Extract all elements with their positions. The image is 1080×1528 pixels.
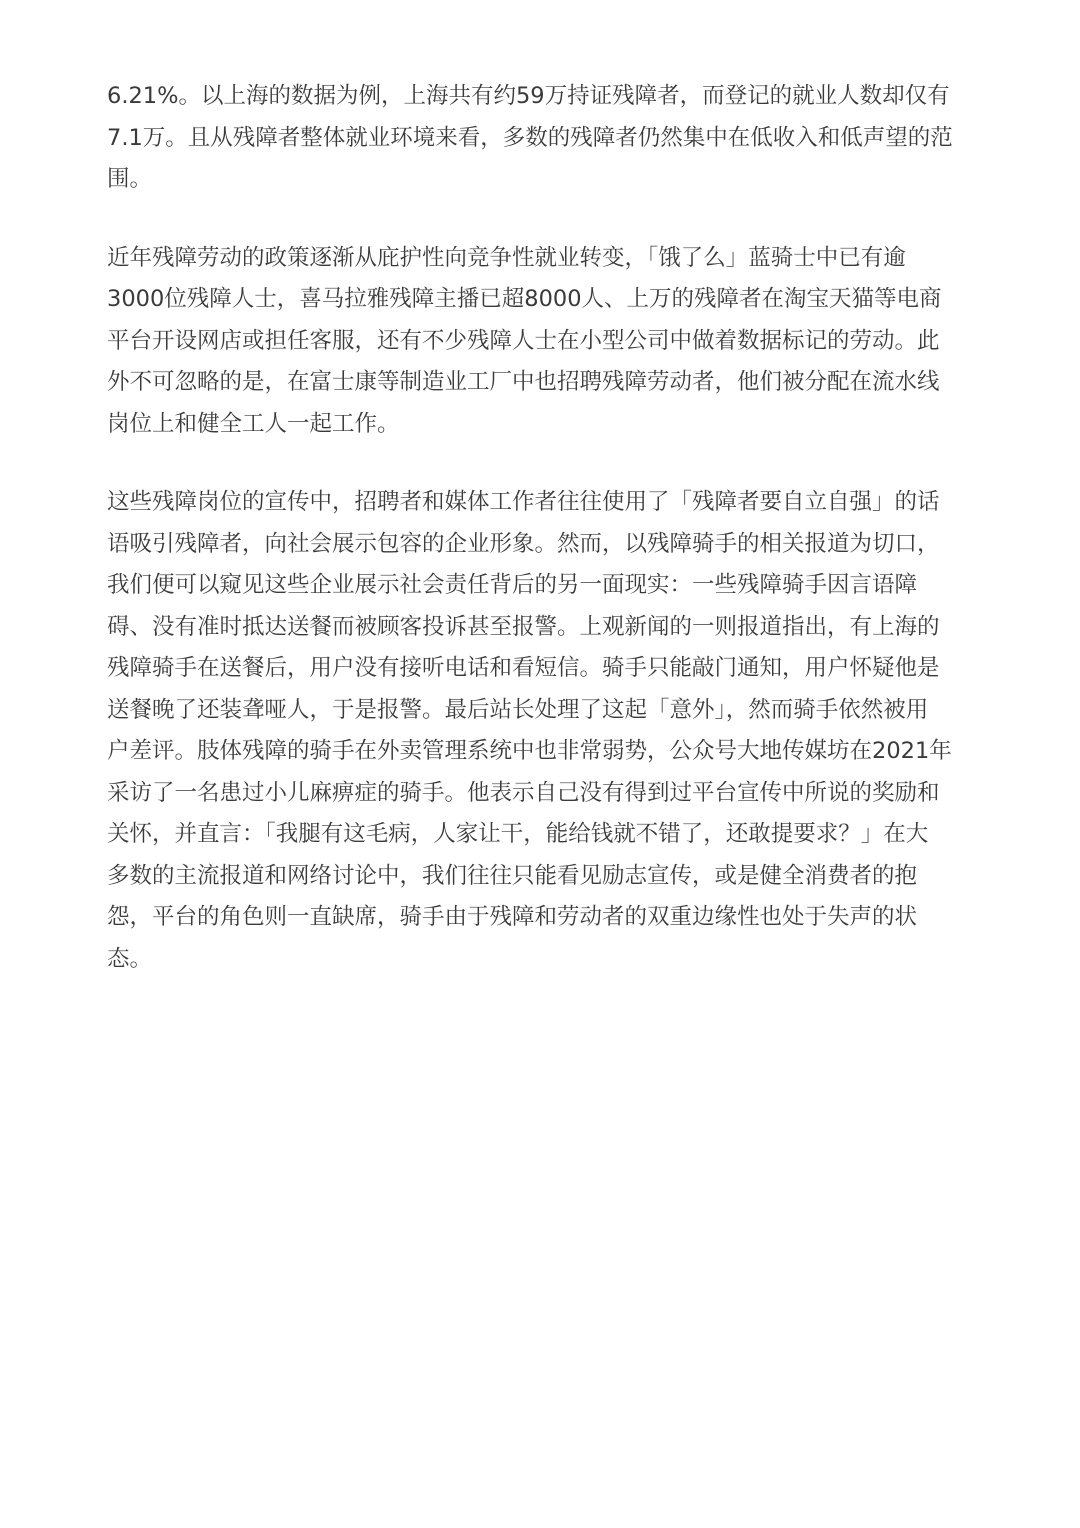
text-line: 岗位上和健全工人一起工作。	[107, 410, 400, 437]
text-line: 怨，平台的角色则一直缺席，骑手由于残障和劳动者的双重边缘性也处于失声的状	[107, 904, 918, 930]
paragraph-3	[107, 482, 987, 980]
article-body	[107, 76, 987, 1017]
text-line: 送餐晚了还装聋哑人，于是报警。最后站长处理了这起「意外」，然而骑手依然被用	[107, 696, 929, 723]
text-line: 多数的主流报道和网络讨论中，我们往往只能看见励志宣传，或是健全消费者的抱	[107, 862, 918, 889]
paragraph-2	[107, 238, 987, 446]
text-line: 近年残障劳动的政策逐渐从庇护性向竞争性就业转变，「饿了么」蓝骑士中已有逾	[107, 244, 906, 271]
text-line: 采访了一名患过小儿麻痹症的骑手。他表示自己没有得到过平台宣传中所说的奖励和	[107, 779, 940, 806]
text-line: 3000位残障人士，喜马拉雅残障主播已超8000人、上万的残障者在淘宝天猫等电商	[107, 286, 942, 312]
text-line: 7.1万。且从残障者整体就业环境来看，多数的残障者仍然集中在低收入和低声望的范	[107, 124, 953, 151]
text-line: 态。	[107, 945, 153, 972]
text-line: 户差评。肢体残障的骑手在外卖管理系统中也非常弱势，公众号大地传媒坊在2021年	[107, 738, 952, 764]
text-line: 6.21%。以上海的数据为例，上海共有约59万持证残障者，而登记的就业人数却仅有	[107, 83, 950, 109]
text-line: 语吸引残障者，向社会展示包容的企业形象。然而，以残障骑手的相关报道为切口，	[107, 530, 940, 557]
text-line: 外不可忽略的是，在富士康等制造业工厂中也招聘残障劳动者，他们被分配在流水线	[107, 369, 940, 395]
text-line: 关怀，并直言：「我腿有这毛病，人家让干，能给钱就不错了，还敢提要求？」在大	[107, 821, 929, 847]
text-line: 围。	[107, 166, 153, 192]
text-line: 平台开设网店或担任客服，还有不少残障人士在小型公司中做着数据标记的劳动。此	[107, 327, 940, 354]
text-line: 碍、没有准时抵达送餐而被顾客投诉甚至报警。上观新闻的一则报道指出，有上海的	[107, 613, 940, 640]
text-line: 我们便可以窥见这些企业展示社会责任背后的另一面现实：一些残障骑手因言语障	[107, 572, 918, 598]
text-line: 残障骑手在送餐后，用户没有接听电话和看短信。骑手只能敲门通知，用户怀疑他是	[107, 655, 940, 681]
paragraph-1	[107, 76, 987, 201]
text-line: 这些残障岗位的宣传中，招聘者和媒体工作者往往使用了「残障者要自立自强」的话	[107, 489, 940, 515]
